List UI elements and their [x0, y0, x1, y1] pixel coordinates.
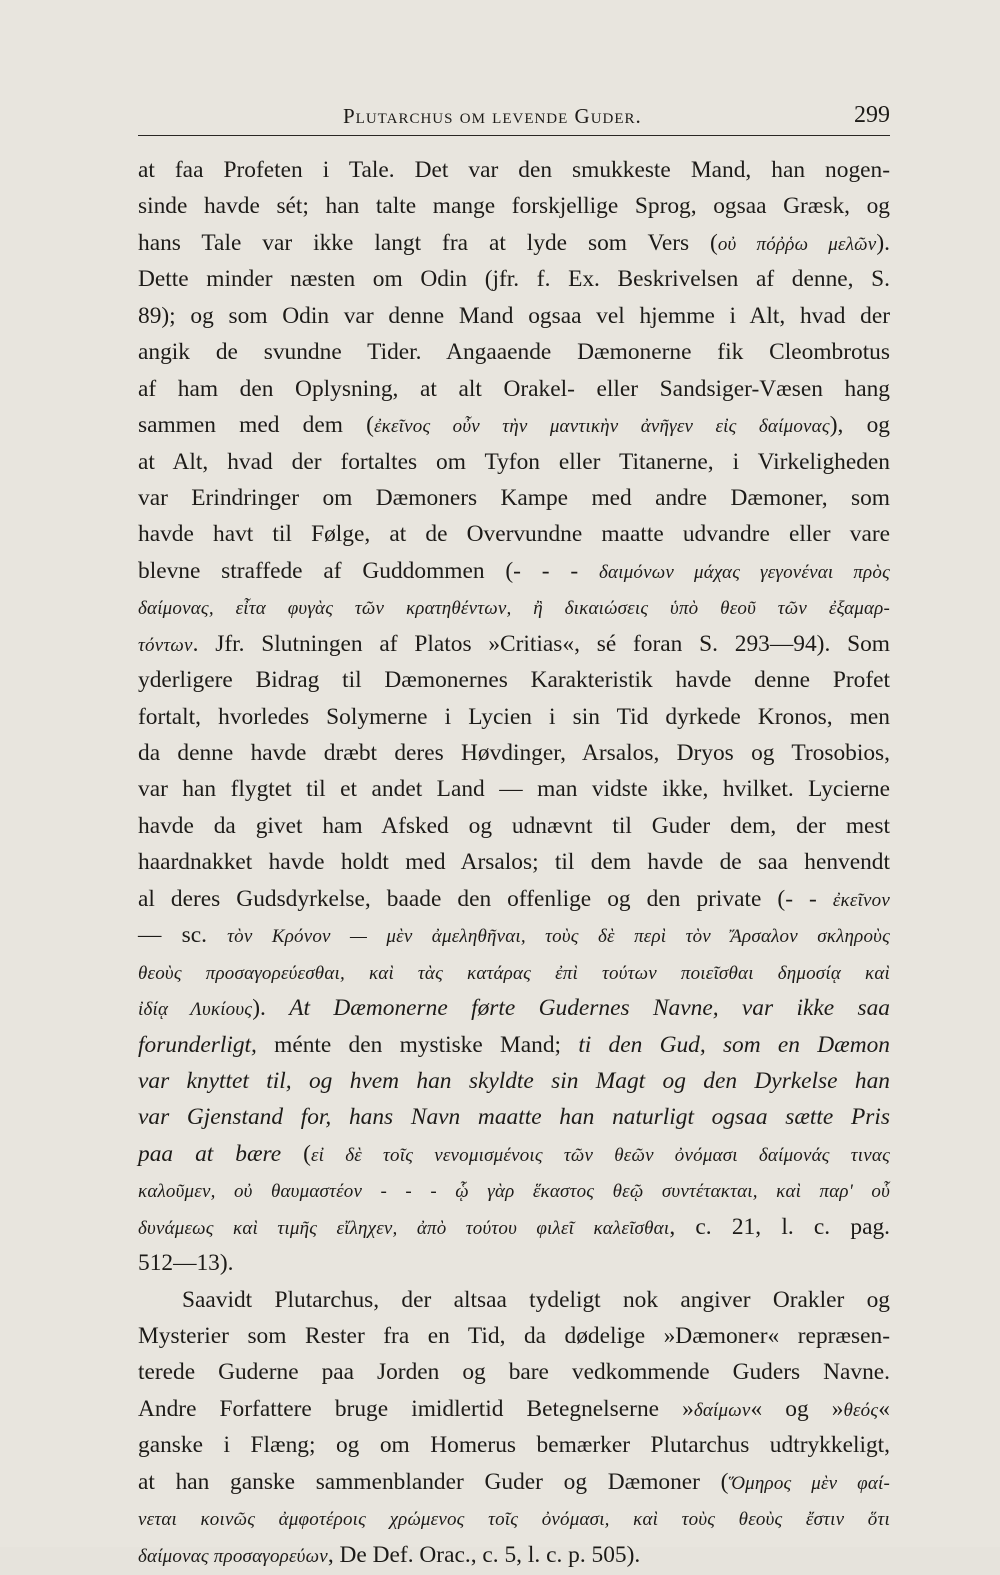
- text-line: [138, 1063, 890, 1099]
- text-run: ).: [876, 229, 891, 256]
- text-run: at faa Profeten i Tale. Det var den smukkeste Mand, han nogen-: [138, 157, 890, 183]
- text-run: Dette minder næsten om Odin (jfr. f. Ex. Beskrivelsen af denne, S.: [138, 266, 890, 293]
- text-line: [138, 881, 890, 917]
- greek-quotation: δαίμονας, εἶτα φυγὰς τῶν κρατηθέντων, ἢ δικαιώσεις ὑπὸ θεοῦ τῶν ἐξαμαρ-: [138, 598, 890, 620]
- text-run: «: [878, 1395, 890, 1422]
- italic-text: paa at bære: [138, 1140, 282, 1167]
- text-run: terede Guderne paa Jorden og bare vedkommende Guders Navne.: [138, 1359, 890, 1386]
- text-run: Andre Forfattere bruge imidlertid Betegnelserne »: [138, 1395, 694, 1422]
- text-line: [138, 1464, 890, 1500]
- greek-quotation: τὸν Κρόνον — μὲν ἀμεληθῆναι, τοὺς δὲ περὶ τὸν Ἄρσαλον σκληροὺς: [227, 926, 890, 948]
- text-line: [138, 480, 890, 516]
- page-header: [138, 100, 890, 140]
- text-run: Saavidt Plutarchus, der altsaa tydeligt nok angiver Orakler og: [182, 1286, 890, 1313]
- text-run: haardnakket havde holdt med Arsalos; til dem havde de saa henvendt: [138, 849, 890, 876]
- text-run: blevne straffede af Guddommen (- - -: [138, 557, 600, 584]
- text-run: havde da givet ham Afsked og udnævnt til Guder dem, der mest: [138, 812, 890, 839]
- text-run: al deres Gudsdyrkelse, baade den offenlige og den private (- -: [138, 885, 833, 912]
- text-line: [138, 1099, 890, 1135]
- greek-quotation: Ὅμηρος μὲν φαί-: [728, 1472, 890, 1494]
- text-run: ).: [252, 995, 290, 1022]
- text-line: [138, 1500, 890, 1536]
- text-line: [138, 1172, 890, 1208]
- text-run: at han ganske sammenblander Guder og Dæmoner (: [138, 1468, 729, 1495]
- text-line: [138, 225, 890, 261]
- greek-quotation: τόντων: [138, 634, 193, 656]
- text-run: (: [281, 1140, 311, 1167]
- text-run: angik de svundne Tider. Angaaende Dæmonerne fik Cleombrotus: [138, 339, 890, 366]
- text-line: [138, 261, 890, 297]
- text-line: [138, 771, 890, 807]
- text-run: at Alt, hvad der fortaltes om Tyfon eller Titanerne, i Virkeligheden: [138, 448, 890, 475]
- text-line: [138, 808, 890, 844]
- italic-text: At Dæmonerne førte Gudernes Navne, var ikke saa: [289, 995, 890, 1022]
- text-line: [138, 954, 890, 990]
- greek-quotation: δαιμόνων μάχας γεγονέναι πρὸς: [599, 561, 890, 583]
- text-run: yderligere Bidrag til Dæmonernes Karakteristik havde denne Profet: [138, 667, 890, 694]
- header-rule: [138, 135, 890, 136]
- text-run: var han flygtet til et andet Land — man vidste ikke, hvilket. Lycierne: [138, 776, 890, 803]
- text-line: [138, 844, 890, 880]
- text-run: sammen med dem (: [138, 412, 374, 439]
- greek-quotation: νεται κοινῶς ἀμφοτέροις χρώμενος τοῖς ὀνόμασι, καὶ τοὺς θεοὺς ἔστιν ὅτι: [138, 1509, 890, 1531]
- greek-quotation: ἰδίᾳ Λυκίους: [138, 999, 253, 1021]
- text-line: [138, 1282, 890, 1318]
- text-run: hans Tale var ikke langt fra at lyde som Vers (: [138, 229, 718, 256]
- greek-quotation: εἰ δὲ τοῖς νενομισμένοις τῶν θεῶν ὀνόμασι δαίμονάς τινας: [310, 1144, 891, 1166]
- text-line: [138, 1136, 890, 1172]
- text-line: [138, 1354, 890, 1390]
- text-line: [138, 371, 890, 407]
- text-run: ganske i Flæng; og om Homerus bemærker Plutarchus udtrykkeligt,: [138, 1432, 890, 1459]
- greek-quotation: ἐκεῖνος οὖν τὴν μαντικὴν ἀνῆγεν εἰς δαίμονας: [373, 416, 830, 438]
- text-run: fortalt, hvorledes Solymerne i Lycien i sin Tid dyrkede Kronos, men: [138, 703, 890, 730]
- text-line: [138, 917, 890, 953]
- text-run: ), og: [829, 412, 890, 439]
- italic-text: forunderligt,: [138, 1031, 257, 1058]
- greek-quotation: δαίμονας προσαγορεύων: [138, 1545, 328, 1567]
- running-title: Plutarchus om levende Guder.: [343, 104, 642, 128]
- text-run: . Jfr. Slutningen af Platos »Critias«, sé foran S. 293—94). Som: [192, 630, 890, 657]
- greek-quotation: οὐ πόῤῥω μελῶν: [717, 233, 877, 255]
- greek-quotation: καλοῦμεν, οὐ θαυμαστέον - - - ᾧ γὰρ ἕκαστος θεῷ συντέτακται, καὶ παρ' οὗ: [138, 1181, 890, 1203]
- text-run: 512—13).: [138, 1250, 234, 1277]
- text-line: [138, 1245, 890, 1281]
- text-line: [138, 188, 890, 224]
- italic-text: var knyttet til, og hvem han skyldte sin Magt og den Dyrkelse han: [138, 1067, 890, 1094]
- text-run: , c. 21, l. c. pag.: [669, 1213, 891, 1240]
- greek-quotation: ἐκεῖνον: [832, 889, 890, 911]
- text-line: [138, 1537, 890, 1573]
- text-run: Mysterier som Rester fra en Tid, da dødelige »Dæmoner« repræsen-: [138, 1323, 890, 1349]
- text-run: , De Def. Orac., c. 5, l. c. p. 505).: [327, 1541, 641, 1568]
- text-line: [138, 699, 890, 735]
- text-line: [138, 735, 890, 771]
- body-text: [138, 152, 890, 1573]
- text-line: [138, 444, 890, 480]
- text-run: 89); og som Odin var denne Mand ogsaa vel hjemme i Alt, hvad der: [138, 302, 890, 329]
- text-run: ménte den mystiske Mand;: [256, 1031, 579, 1058]
- greek-quotation: δυνάμεως καὶ τιμῆς εἴληχεν, ἀπὸ τούτου φιλεῖ καλεῖσθαι: [138, 1217, 670, 1239]
- text-run: havde havt til Følge, at de Overvundne maatte udvandre eller vare: [138, 521, 890, 548]
- text-line: [138, 1209, 890, 1245]
- text-run: da denne havde dræbt deres Høvdinger, Arsalos, Dryos og Trosobios,: [138, 740, 890, 766]
- text-run: sinde havde sét; han talte mange forskjellige Sprog, ogsaa Græsk, og: [138, 193, 890, 220]
- text-line: [138, 990, 890, 1026]
- text-line: [138, 662, 890, 698]
- text-run: af ham den Oplysning, at alt Orakel- eller Sandsiger-Væsen hang: [138, 375, 890, 402]
- text-run: — sc.: [138, 922, 228, 949]
- text-line: [138, 407, 890, 443]
- text-line: [138, 298, 890, 334]
- text-run: var Erindringer om Dæmoners Kampe med andre Dæmoner, som: [138, 484, 890, 511]
- text-line: [138, 589, 890, 625]
- text-line: [138, 152, 890, 188]
- text-run: « og »: [750, 1395, 844, 1422]
- page-number: 299: [854, 102, 890, 128]
- text-line: [138, 516, 890, 552]
- italic-text: ti den Gud, som en Dæmon: [578, 1031, 890, 1058]
- text-line: [138, 1391, 890, 1427]
- greek-quotation: θεός: [843, 1399, 879, 1421]
- text-line: [138, 553, 890, 589]
- greek-quotation: θεοὺς προσαγορεύεσθαι, καὶ τὰς κατάρας ἐπὶ τούτων ποιεῖσθαι δημοσίᾳ καὶ: [138, 962, 890, 984]
- text-line: [138, 1318, 890, 1354]
- text-line: [138, 626, 890, 662]
- text-line: [138, 334, 890, 370]
- italic-text: var Gjenstand for, hans Navn maatte han naturligt ogsaa sætte Pris: [138, 1104, 890, 1131]
- text-line: [138, 1427, 890, 1463]
- text-line: [138, 1027, 890, 1063]
- greek-quotation: δαίμων: [693, 1399, 751, 1421]
